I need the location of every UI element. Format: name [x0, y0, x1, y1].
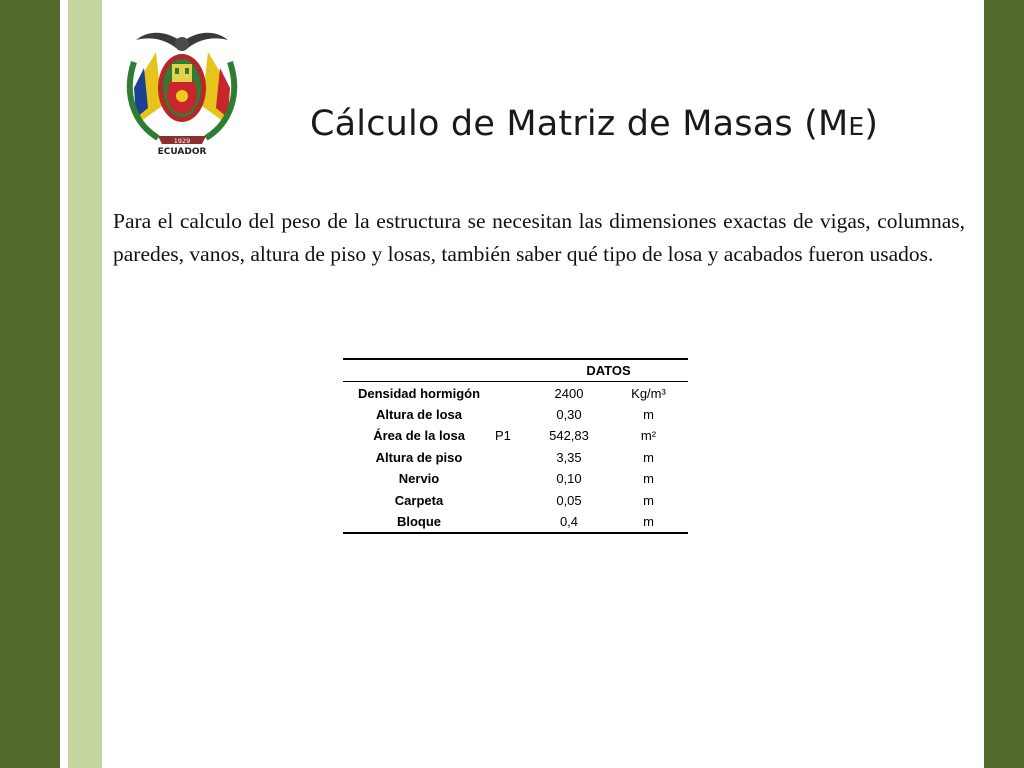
row-unit: m: [643, 471, 654, 487]
row-unit: m: [643, 513, 654, 529]
row-sub: P1: [495, 428, 511, 444]
left-light-bar: [68, 0, 102, 768]
row-unit: Kg/m³: [631, 385, 666, 401]
table-row: [343, 404, 688, 425]
datos-table: [343, 358, 688, 534]
row-value: 0,30: [556, 406, 582, 422]
title-main: Cálculo de Matriz de Masas (M: [310, 104, 849, 144]
row-sub: [495, 511, 529, 533]
row-unit: m: [643, 449, 654, 465]
row-sub: [495, 489, 529, 510]
emblem-year: 1929: [173, 137, 191, 145]
row-sub: [495, 447, 529, 468]
row-value: 542,83: [549, 428, 589, 444]
row-sub: [495, 468, 529, 489]
table-row: [343, 468, 688, 489]
table-row: [343, 382, 688, 404]
description-paragraph: Para el calculo del peso de la estructura se necesitan las dimensiones exactas de vigas, columnas, paredes, vanos, altura de piso y losas, también saber qué tipo de losa y acabados fueron usados.: [113, 209, 965, 266]
row-value: 3,35: [556, 449, 582, 465]
row-sub: [495, 404, 529, 425]
emblem-country: ECUADOR: [157, 147, 207, 156]
title-end: ): [864, 104, 879, 144]
row-name: Nervio: [398, 471, 440, 487]
ecuador-emblem-icon: [118, 22, 246, 156]
left-dark-bar: [0, 0, 60, 768]
table-row: [343, 511, 688, 533]
row-value: 0,10: [556, 471, 582, 487]
table-row: [343, 489, 688, 510]
row-name: Carpeta: [394, 492, 444, 508]
row-unit: m²: [640, 428, 657, 444]
row-unit: m: [643, 492, 654, 508]
table-row: [343, 425, 688, 446]
row-name: Bloque: [396, 513, 442, 529]
row-name: Área de la losa: [373, 428, 465, 444]
table-header-datos: DATOS: [586, 363, 631, 379]
row-value: 0,05: [556, 492, 582, 508]
row-name: Altura de piso: [375, 449, 463, 465]
row-unit: m: [643, 406, 654, 422]
right-dark-bar: [984, 0, 1024, 768]
table-row: [343, 447, 688, 468]
row-value: 0,4: [559, 513, 579, 529]
row-sub: [495, 382, 529, 404]
slide-title: [310, 104, 878, 144]
table-header-row: [343, 359, 688, 382]
title-subscript: E: [848, 112, 865, 141]
row-value: 2400: [554, 385, 584, 401]
row-name: Densidad hormigón: [357, 385, 481, 401]
row-name: Altura de losa: [376, 406, 462, 422]
